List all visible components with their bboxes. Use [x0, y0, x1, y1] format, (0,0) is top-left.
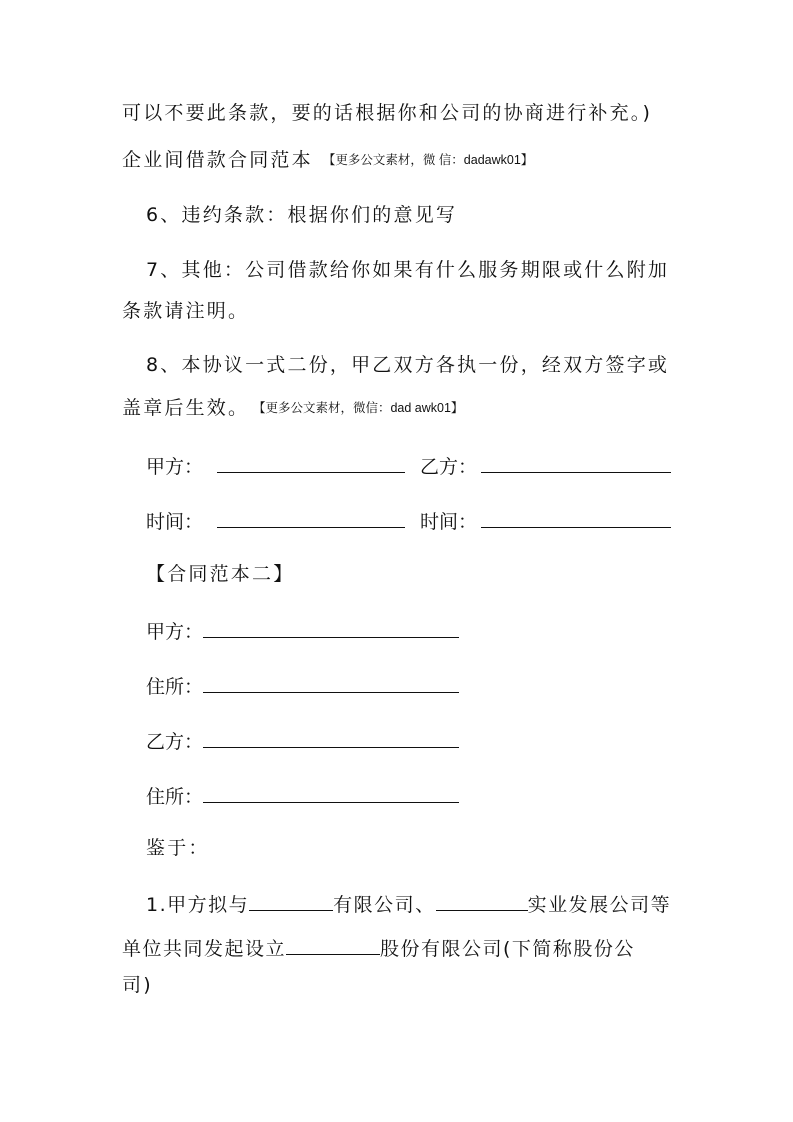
- party-a-blank: [217, 455, 405, 473]
- text-line: [122, 104, 652, 123]
- party-b-blank: [481, 455, 671, 473]
- fill-blank: [203, 785, 459, 803]
- text-line: [122, 399, 463, 418]
- clause-8-continuation: 盖章后生效。: [122, 397, 250, 419]
- text: 单位共同发起设立: [122, 938, 287, 960]
- promo-note: 【更多公文素材，微 信：dadawk01】: [322, 153, 534, 167]
- text-line: [122, 302, 249, 321]
- label: 甲方：: [146, 621, 204, 643]
- fill-blank: [436, 893, 528, 911]
- clause-7-continuation: 条款请注明。: [122, 300, 250, 322]
- fill-blank: [203, 620, 459, 638]
- clause-6-text: 6、违约条款：根据你们的意见写: [146, 204, 458, 226]
- label: 住所：: [146, 676, 204, 698]
- fill-blank: [286, 937, 380, 955]
- promo-note: 【更多公文素材，微信：dad awk01】: [259, 401, 464, 415]
- contract2-heading: [146, 565, 294, 584]
- clause-7: [146, 261, 669, 280]
- text: 股份有限公司(下简称股份公: [380, 938, 635, 960]
- whereas-text: 鉴于：: [146, 837, 210, 859]
- signature-time-b: [420, 510, 671, 532]
- contract2-address-a: [146, 675, 459, 697]
- time-b-label: 时间：: [420, 511, 478, 533]
- clause-text: 可以不要此条款，要的话根据你和公司的协商进行补充。): [122, 102, 653, 124]
- party-a-label: 甲方：: [146, 456, 204, 478]
- clause-8-text: 8、本协议一式二份，甲乙双方各执一份，经双方签字或: [146, 354, 670, 376]
- whereas: [146, 839, 210, 858]
- label: 乙方：: [146, 731, 204, 753]
- time-a-blank: [217, 510, 405, 528]
- signature-party-a: [146, 455, 405, 477]
- fill-blank: [203, 675, 459, 693]
- whereas-item-1-cont: [122, 937, 635, 959]
- signature-party-b: [420, 455, 671, 477]
- clause-7-text: 7、其他：公司借款给你如果有什么服务期限或什么附加: [146, 259, 670, 281]
- time-b-blank: [481, 510, 671, 528]
- contract2-heading-text: 【合同范本二】: [146, 563, 295, 585]
- text: 司): [122, 974, 153, 996]
- party-b-label: 乙方：: [420, 456, 478, 478]
- whereas-item-1: [146, 893, 671, 915]
- fill-blank: [203, 730, 459, 748]
- fill-blank: [249, 893, 333, 911]
- text-line: [122, 151, 533, 170]
- contract2-party-b: [146, 730, 459, 752]
- text: 1.甲方拟与: [146, 894, 250, 916]
- heading-text: 企业间借款合同范本: [122, 149, 313, 171]
- clause-8: [146, 356, 669, 375]
- text: 有限公司、: [333, 894, 436, 916]
- text: 实业发展公司等: [527, 894, 672, 916]
- time-a-label: 时间：: [146, 511, 204, 533]
- contract2-address-b: [146, 785, 459, 807]
- label: 住所：: [146, 786, 204, 808]
- contract2-party-a: [146, 620, 459, 642]
- signature-time-a: [146, 510, 405, 532]
- clause-6: [146, 206, 457, 225]
- whereas-item-1-end: [122, 976, 153, 995]
